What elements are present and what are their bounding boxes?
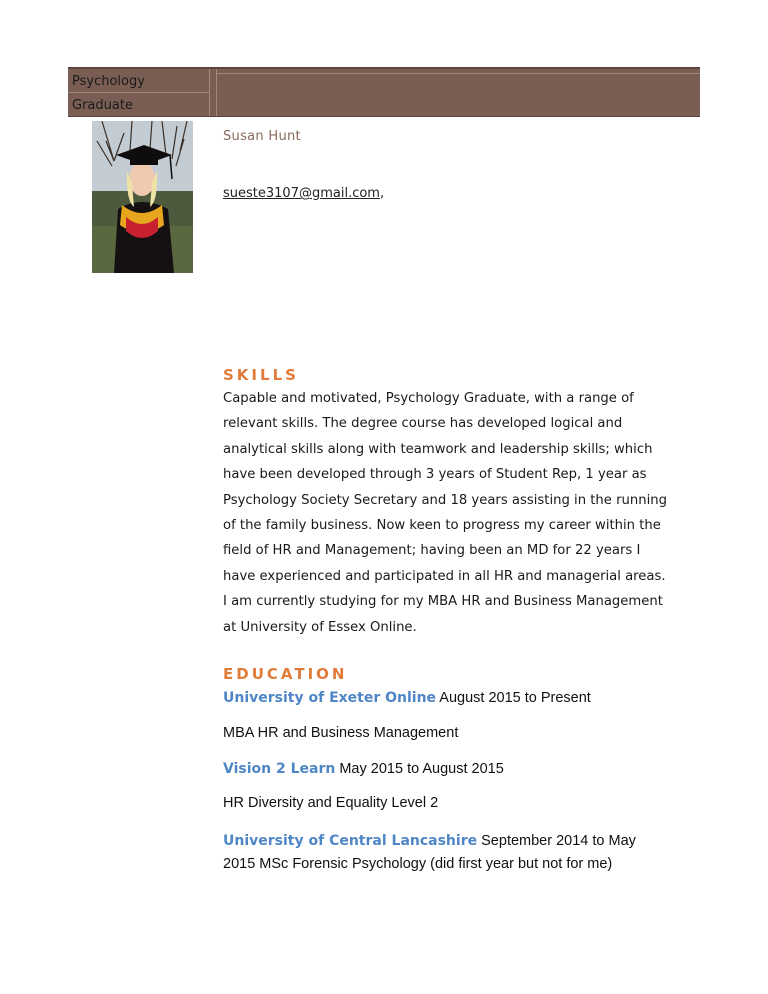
education-dates: May 2015 to August 2015 xyxy=(335,761,504,777)
skills-line: analytical skills along with teamwork and leadership skills; which xyxy=(223,441,653,457)
header-title-cell xyxy=(68,69,210,116)
institution-name: University of Central Lancashire xyxy=(223,833,478,849)
profile-photo xyxy=(92,121,193,273)
skills-paragraph xyxy=(223,386,693,640)
email-link[interactable]: sueste3107@gmail.com xyxy=(223,186,380,201)
education-course: MBA HR and Business Management xyxy=(223,725,459,741)
education-course: HR Diversity and Equality Level 2 xyxy=(223,795,439,811)
skills-line: Capable and motivated, Psychology Graduate, with a range of xyxy=(223,391,634,406)
email-line xyxy=(223,186,384,201)
institution-name: University of Exeter Online xyxy=(223,690,437,706)
candidate-name: Susan Hunt xyxy=(223,129,301,144)
education-heading: EDUCATION xyxy=(223,665,348,683)
skills-line: have experienced and participated in all HR and managerial areas. xyxy=(223,568,666,584)
header-divider xyxy=(68,92,209,93)
education-entry-header xyxy=(223,761,504,777)
education-dates: August 2015 to Present xyxy=(436,690,591,706)
skills-line: have been developed through 3 years of Student Rep, 1 year as xyxy=(223,467,647,483)
skills-line: field of HR and Management; having been an MD for 22 years I xyxy=(223,543,641,559)
education-entry-header xyxy=(223,690,591,706)
institution-name: Vision 2 Learn xyxy=(223,761,336,777)
skills-line: at University of Essex Online. xyxy=(223,619,417,635)
header-title-line1: Psychology xyxy=(72,74,145,89)
skills-line: Psychology Society Secretary and 18 years assisting in the running xyxy=(223,492,667,508)
email-suffix: , xyxy=(379,186,385,201)
header-top-rule xyxy=(216,73,700,74)
skills-heading: SKILLS xyxy=(223,366,299,384)
education-dates: September 2014 to May xyxy=(477,833,636,849)
skills-line: relevant skills. The degree course has developed logical and xyxy=(223,416,623,432)
header-title-line2: Graduate xyxy=(72,98,133,113)
skills-line: I am currently studying for my MBA HR and Business Management xyxy=(223,594,663,610)
education-course: 2015 MSc Forensic Psychology (did first year but not for me) xyxy=(223,856,613,872)
header-bar xyxy=(68,67,700,117)
skills-line: of the family business. Now keen to progress my career within the xyxy=(223,518,661,534)
header-gap-cell xyxy=(210,69,217,116)
education-entry-header xyxy=(223,833,636,849)
